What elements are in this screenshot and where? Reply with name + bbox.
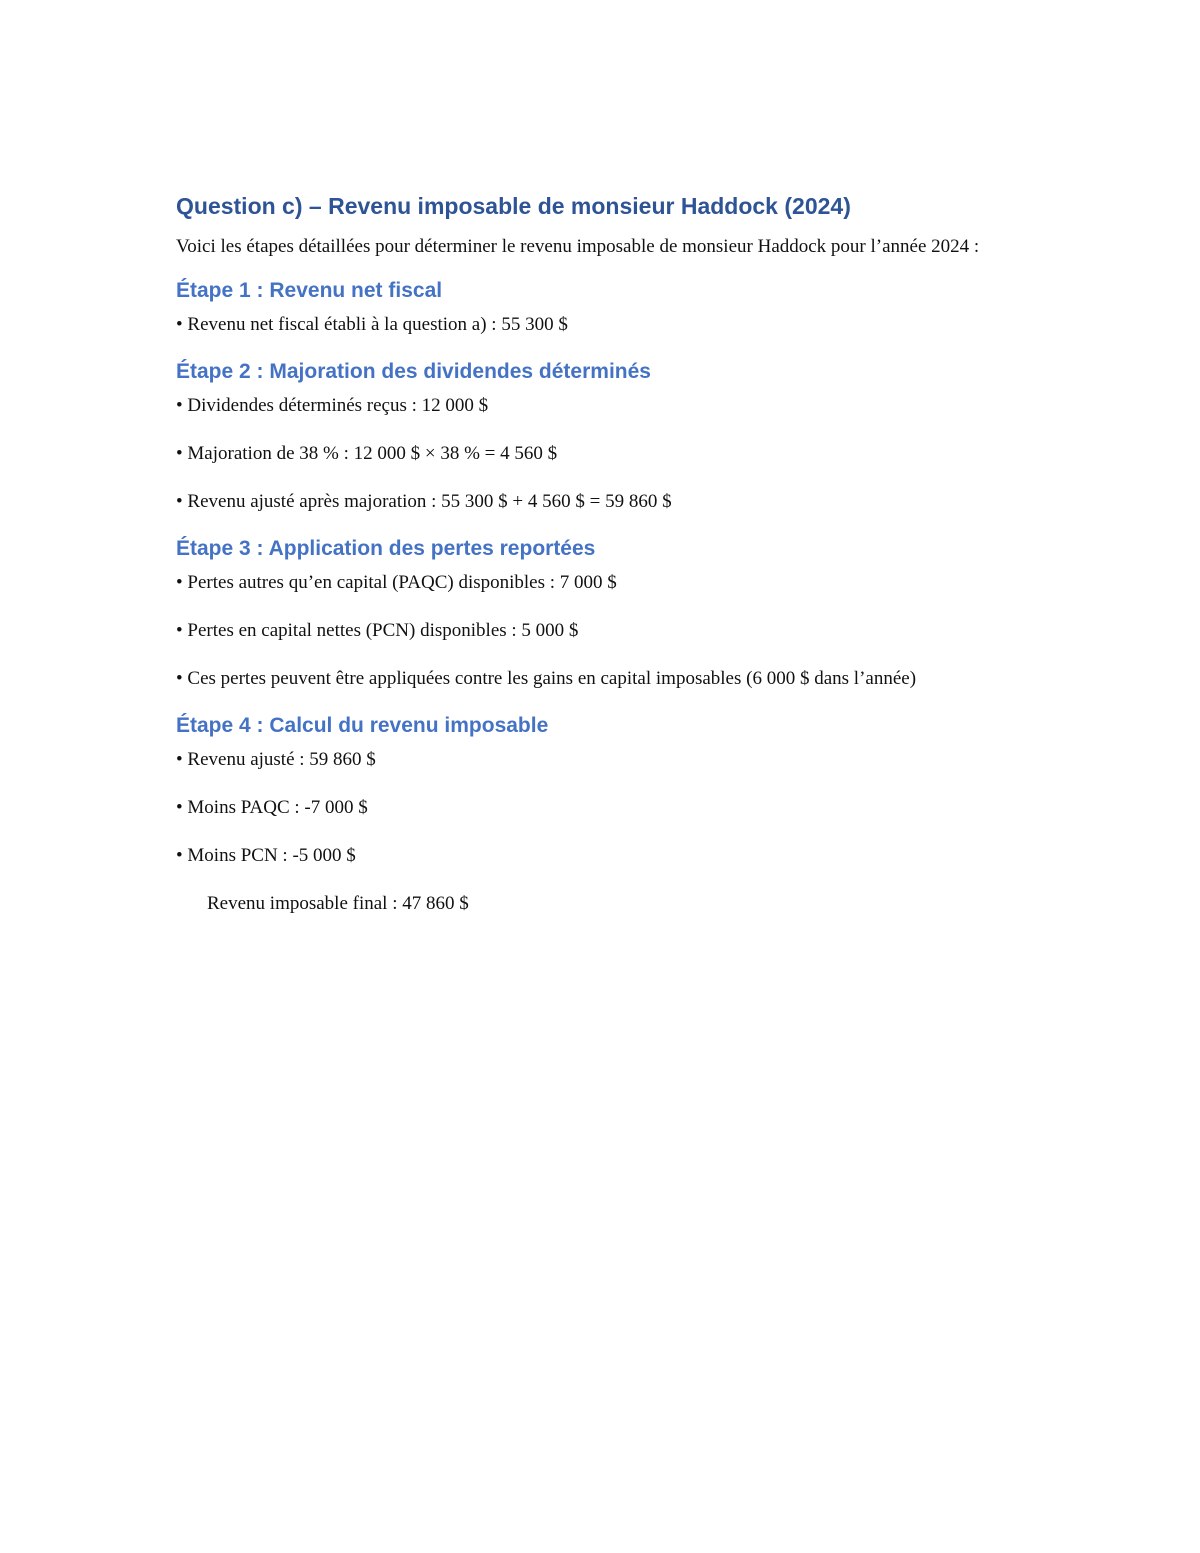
- step-1-heading: Étape 1 : Revenu net fiscal: [176, 279, 443, 302]
- step-4-heading: Étape 4 : Calcul du revenu imposable: [176, 714, 549, 737]
- document-title: Question c) – Revenu imposable de monsieur Haddock (2024): [176, 193, 851, 219]
- step-3-section: [176, 534, 1026, 693]
- step-4-item-2: • Moins PAQC : -7 000 $: [176, 797, 368, 818]
- step-2-item-1: • Dividendes déterminés reçus : 12 000 $: [176, 395, 489, 416]
- step-3-heading: Étape 3 : Application des pertes reportées: [176, 537, 596, 560]
- step-1-item-1: • Revenu net fiscal établi à la question a) : 55 300 $: [176, 314, 568, 335]
- step-3-item-1: • Pertes autres qu’en capital (PAQC) disponibles : 7 000 $: [176, 572, 617, 593]
- step-4-section: [176, 711, 1026, 918]
- intro-paragraph: Voici les étapes détaillées pour déterminer le revenu imposable de monsieur Haddock pour l’année 2024 :: [176, 236, 980, 257]
- step-2-section: [176, 357, 1026, 516]
- final-taxable-income: Revenu imposable final : 47 860 $: [207, 893, 469, 914]
- step-4-item-1: • Revenu ajusté : 59 860 $: [176, 749, 376, 770]
- step-2-item-2: • Majoration de 38 % : 12 000 $ × 38 % = 4 560 $: [176, 443, 558, 464]
- document-content: [176, 190, 1026, 918]
- step-2-item-3: • Revenu ajusté après majoration : 55 300 $ + 4 560 $ = 59 860 $: [176, 491, 672, 512]
- step-2-heading: Étape 2 : Majoration des dividendes déterminés: [176, 360, 651, 383]
- step-3-item-2: • Pertes en capital nettes (PCN) disponibles : 5 000 $: [176, 620, 579, 641]
- step-4-item-3: • Moins PCN : -5 000 $: [176, 845, 356, 866]
- step-1-section: [176, 276, 1026, 339]
- step-3-item-3: • Ces pertes peuvent être appliquées contre les gains en capital imposables (6 000 $ dans l’année): [176, 668, 917, 689]
